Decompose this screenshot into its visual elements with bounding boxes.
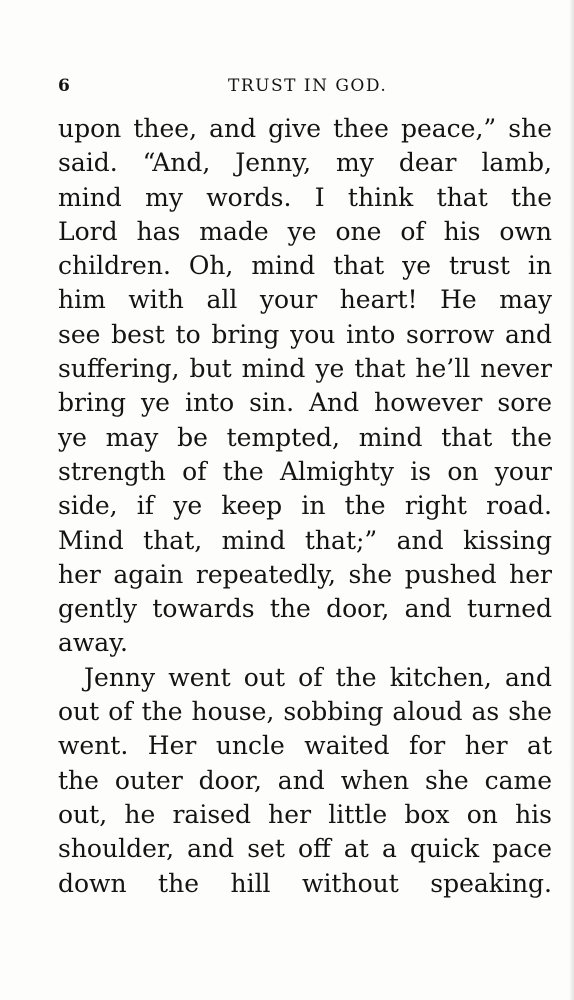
page-edge-shadow <box>569 0 574 1000</box>
text-line: down the hill without speaking. <box>58 868 552 898</box>
text-line: went. Her uncle waited for her at <box>58 731 552 761</box>
text-line: see best to bring you into sorrow and <box>58 319 552 349</box>
text-line: children. Oh, mind that ye trust in <box>58 251 552 281</box>
page-number: 6 <box>58 76 70 96</box>
text-line: Jenny went out of the kitchen, and <box>84 662 552 692</box>
text-line: shoulder, and set off at a quick pace <box>58 834 552 864</box>
text-line: her again repeatedly, she pushed her <box>58 559 552 589</box>
text-line: said. “And, Jenny, my dear lamb, <box>58 148 552 178</box>
text-line: mind my words. I think that the <box>58 182 552 212</box>
text-line: Mind that, mind that;” and kissing <box>58 525 552 555</box>
text-line: upon thee, and give thee peace,” she <box>58 114 552 143</box>
text-line: suffering, but mind ye that he’ll never <box>58 354 552 384</box>
text-line: gently towards the door, and turned <box>58 594 552 624</box>
page-header <box>58 74 552 98</box>
text-line: out, he raised her little box on his <box>58 799 552 829</box>
text-line: ye may be tempted, mind that the <box>58 422 552 452</box>
text-line: strength of the Almighty is on your <box>58 456 552 486</box>
text-line: him with all your heart! He may <box>58 285 552 315</box>
text-line: out of the house, sobbing aloud as she <box>58 697 552 727</box>
running-title: TRUST IN GOD. <box>228 76 388 96</box>
text-line: Lord has made ye one of his own <box>58 216 552 246</box>
body-text <box>58 112 552 901</box>
text-line: the outer door, and when she came <box>58 765 552 795</box>
text-line: side, if ye keep in the right road. <box>58 491 552 521</box>
text-line: bring ye into sin. And however sore <box>58 388 552 418</box>
text-line: away. <box>58 628 128 658</box>
